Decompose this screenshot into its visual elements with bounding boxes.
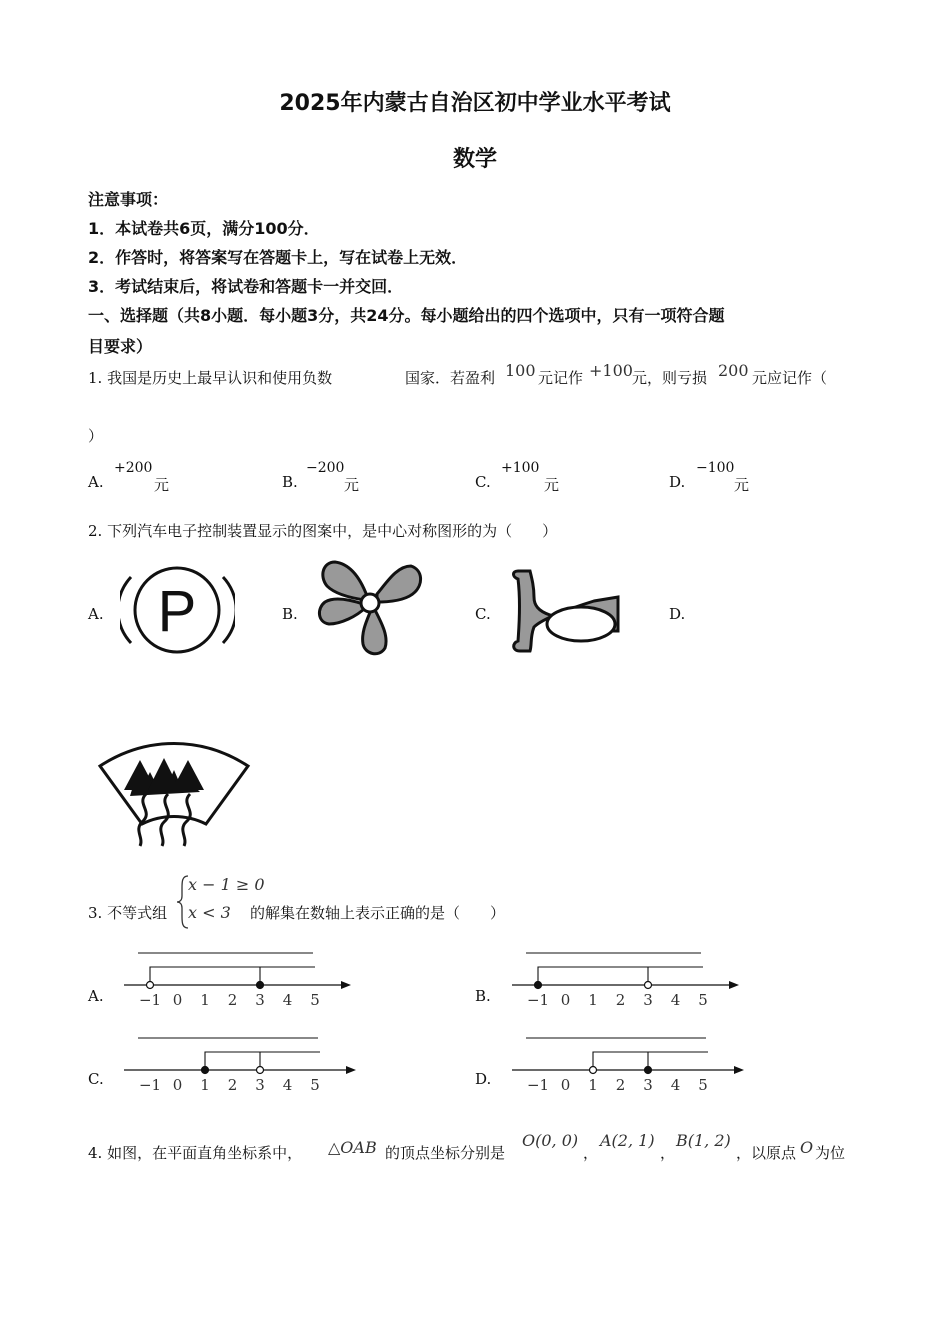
q4-text: 4. 如图，在平面直角坐标系中， — [88, 1144, 303, 1162]
q1-option-value: +100 — [501, 460, 540, 476]
q2-option-label[interactable]: A. — [88, 605, 104, 623]
tick-label: 0 — [172, 991, 183, 1009]
q4-origin: O — [800, 1138, 814, 1157]
tick-label: 3 — [255, 991, 265, 1009]
axis-arrow — [729, 981, 739, 989]
q3-system-eq1: x − 1 ≥ 0 — [188, 875, 265, 894]
q4-sep: ， — [583, 1144, 599, 1162]
solution-bracket — [150, 967, 260, 985]
q1-text: 元应记作（ — [752, 369, 828, 387]
q2-option-label[interactable]: C. — [475, 605, 491, 623]
tick-label: 2 — [615, 1076, 626, 1094]
tick-label: 5 — [310, 1076, 320, 1094]
q2-option-label[interactable]: D. — [669, 605, 686, 623]
tick-label: 5 — [698, 991, 708, 1009]
open-endpoint — [645, 982, 652, 989]
horn-icon — [508, 565, 623, 655]
subject-title: 数学 — [452, 147, 497, 172]
notice-item: 1．本试卷共6页，满分100分． — [88, 219, 320, 238]
tick-label: 1 — [588, 991, 598, 1009]
tick-label: 3 — [255, 1076, 265, 1094]
q1-option-unit: 元 — [154, 476, 170, 494]
q2-stem: 2. 下列汽车电子控制装置显示的图案中，是中心对称图形的为（ ） — [88, 522, 558, 540]
tick-label: 4 — [670, 991, 681, 1009]
q4-coord-b: B(1, 2) — [676, 1131, 731, 1150]
open-endpoint — [257, 1067, 264, 1074]
number-line-d — [506, 1030, 746, 1098]
q1-text: 1. 我国是历史上最早认识和使用负数 — [88, 369, 333, 387]
tick-label: 1 — [200, 1076, 210, 1094]
q1-option-label[interactable]: C. — [475, 473, 491, 491]
tick-label: 0 — [560, 1076, 571, 1094]
closed-endpoint — [202, 1067, 209, 1074]
solution-bracket — [205, 1052, 260, 1070]
tick-label: 2 — [615, 991, 626, 1009]
defroster-icon — [96, 738, 252, 848]
closed-endpoint — [257, 982, 264, 989]
tick-label: 4 — [282, 1076, 293, 1094]
notice-item: 2．作答时，将答案写在答题卡上，写在试卷上无效． — [88, 248, 468, 267]
closed-endpoint — [645, 1067, 652, 1074]
section-heading: 一、选择题（共8小题．每小题3分，共24分。每小题给出的四个选项中，只有一项符合题 — [88, 306, 725, 325]
q3-option-label[interactable]: B. — [475, 987, 491, 1005]
tick-label: −1 — [138, 1076, 162, 1094]
axis-arrow — [346, 1066, 356, 1074]
tick-label: 0 — [172, 1076, 183, 1094]
tick-label: 2 — [227, 1076, 238, 1094]
open-endpoint — [147, 982, 154, 989]
q4-text: ，以原点 — [736, 1144, 797, 1162]
q1-text: 元，则亏损 — [632, 369, 708, 387]
q1-option-unit: 元 — [734, 476, 750, 494]
q1-text: 元记作 — [538, 369, 584, 387]
q3-option-label[interactable]: A. — [88, 987, 104, 1005]
q4-coord-o: O(0, 0) — [522, 1131, 579, 1150]
tick-label: 4 — [670, 1076, 681, 1094]
q3-option-label[interactable]: C. — [88, 1070, 104, 1088]
q4-text: 为位 — [815, 1144, 846, 1162]
number-line-a — [118, 945, 353, 1013]
q2-option-label[interactable]: B. — [282, 605, 298, 623]
solution-bracket — [538, 967, 648, 985]
closed-endpoint — [535, 982, 542, 989]
tick-label: 5 — [310, 991, 320, 1009]
axis-arrow — [341, 981, 351, 989]
tick-label: 3 — [643, 991, 653, 1009]
q1-option-unit: 元 — [344, 476, 360, 494]
q3-system-eq2: x < 3 — [188, 903, 231, 922]
q3-option-label[interactable]: D. — [475, 1070, 492, 1088]
tick-label: 5 — [698, 1076, 708, 1094]
q1-num: +100 — [589, 361, 633, 380]
q1-close: ） — [88, 427, 104, 445]
tick-label: −1 — [526, 1076, 550, 1094]
axis-arrow — [734, 1066, 744, 1074]
q1-option-value: −200 — [306, 460, 345, 476]
q1-option-label[interactable]: D. — [669, 473, 686, 491]
number-line-c — [118, 1030, 358, 1098]
open-endpoint — [590, 1067, 597, 1074]
q4-sep: ， — [660, 1144, 676, 1162]
tick-label: 1 — [588, 1076, 598, 1094]
q1-num: 100 — [505, 361, 536, 380]
notice-heading: 注意事项： — [88, 190, 169, 209]
parking-letter: P — [157, 579, 197, 644]
q1-option-label[interactable]: A. — [88, 473, 104, 491]
q3-text: 3. 不等式组 — [88, 904, 168, 922]
tick-label: −1 — [138, 991, 162, 1009]
tick-label: −1 — [526, 991, 550, 1009]
q1-option-label[interactable]: B. — [282, 473, 298, 491]
notice-item: 3．考试结束后，将试卷和答题卡一并交回． — [88, 277, 404, 296]
q1-option-unit: 元 — [544, 476, 560, 494]
q4-triangle: △OAB — [328, 1138, 377, 1157]
tick-label: 4 — [282, 991, 293, 1009]
solution-bracket — [593, 1052, 648, 1070]
tick-label: 0 — [560, 991, 571, 1009]
q1-option-value: +200 — [114, 460, 153, 476]
tick-label: 1 — [200, 991, 210, 1009]
tick-label: 2 — [227, 991, 238, 1009]
tick-label: 3 — [643, 1076, 653, 1094]
q4-text: 的顶点坐标分别是 — [385, 1144, 506, 1162]
q1-text: 国家．若盈利 — [405, 369, 496, 387]
q3-text: 的解集在数轴上表示正确的是（ ） — [250, 904, 506, 922]
q1-option-value: −100 — [696, 460, 735, 476]
parking-brake-icon — [120, 555, 235, 665]
exam-title: 2025年内蒙古自治区初中学业水平考试 — [279, 91, 671, 116]
section-heading-cont: 目要求） — [88, 337, 153, 356]
q1-num: 200 — [718, 361, 749, 380]
number-line-b — [506, 945, 741, 1013]
fan-icon — [315, 550, 427, 656]
q4-coord-a: A(2, 1) — [600, 1131, 655, 1150]
